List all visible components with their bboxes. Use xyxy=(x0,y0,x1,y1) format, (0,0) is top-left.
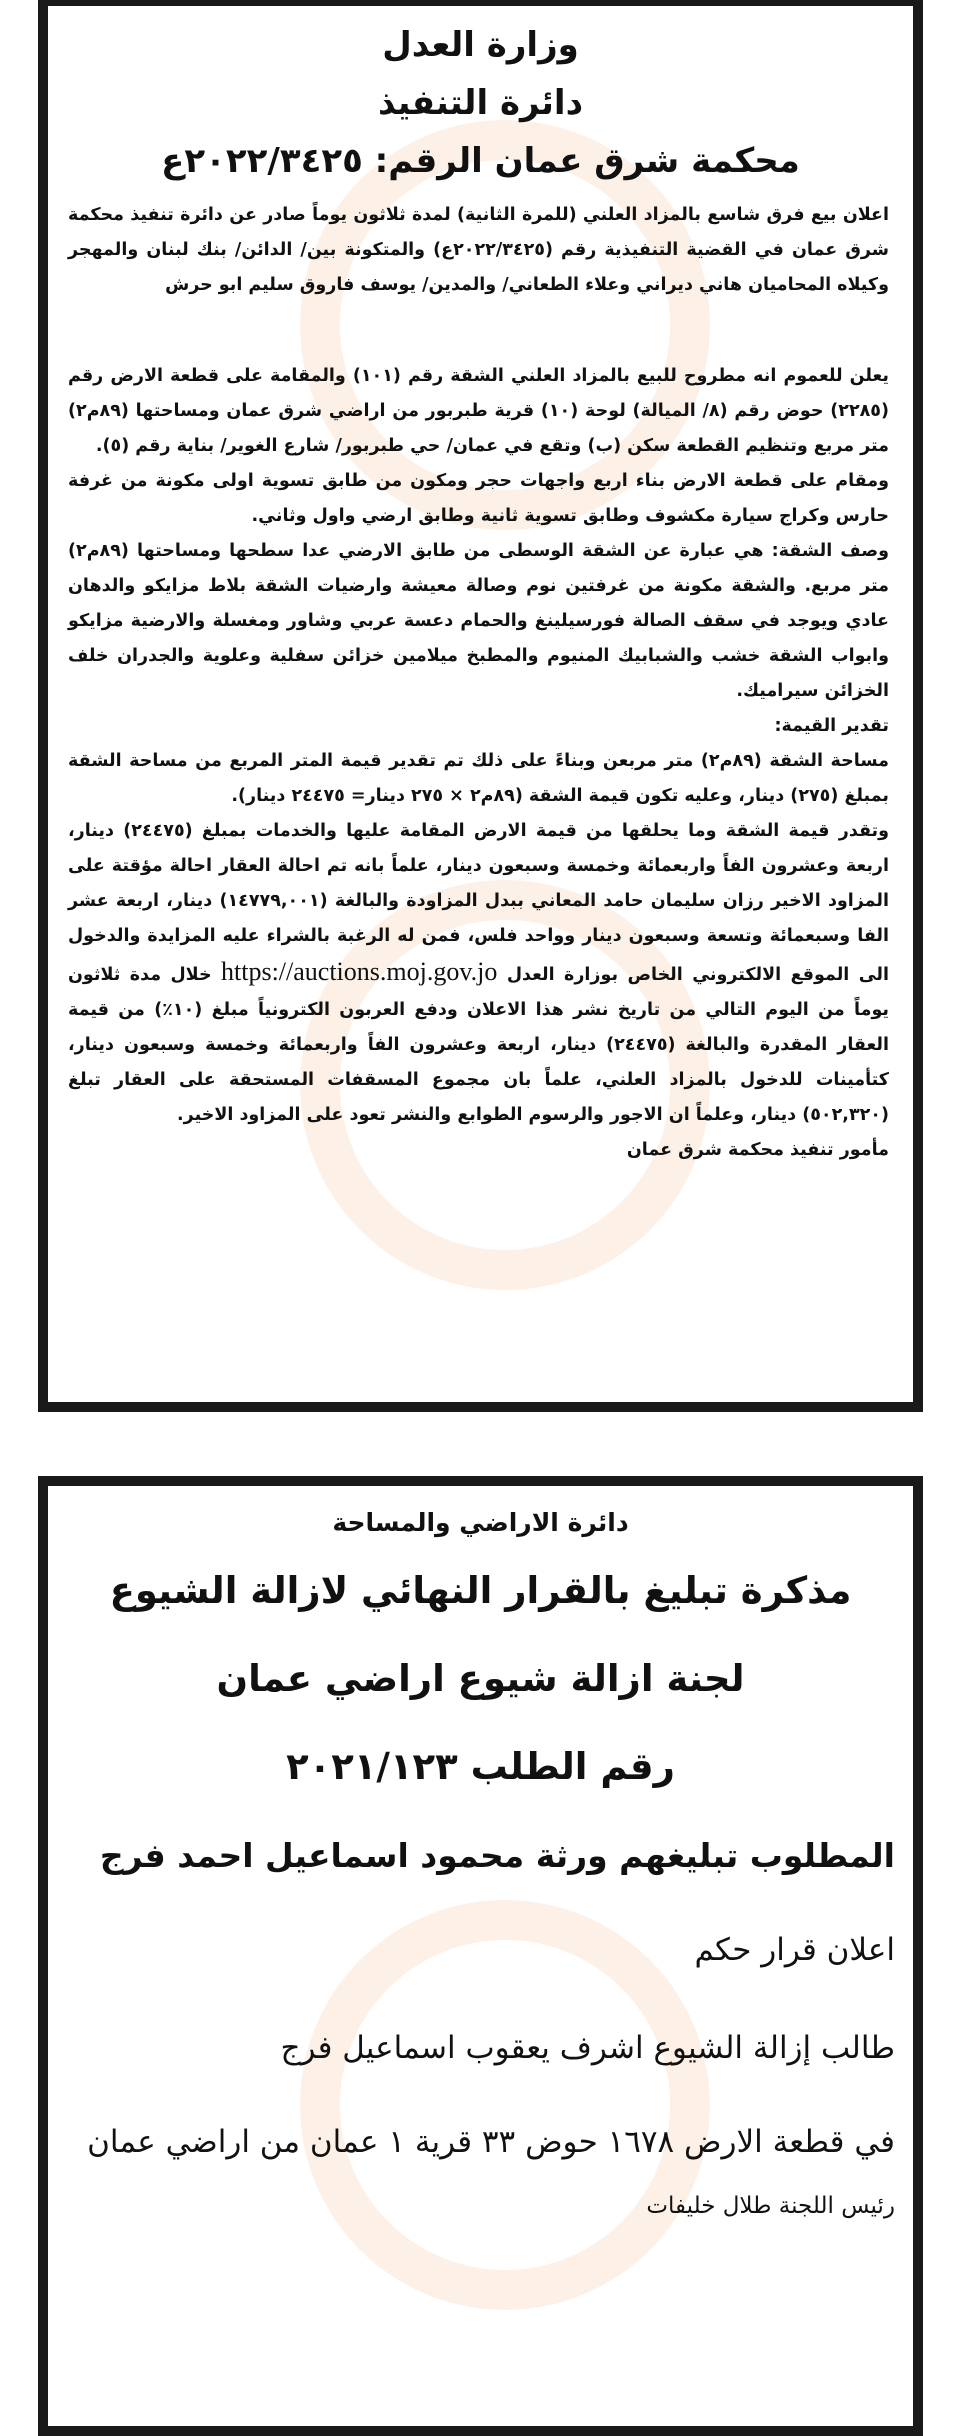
court-auction-notice xyxy=(38,0,923,1412)
land-notice xyxy=(38,1476,923,2436)
ministry-title: وزارة العدل xyxy=(382,25,579,65)
valuation-paragraph: مساحة الشقة (٨٩م٢) متر مربعن وبناءً على ذلك تم تقدير قيمة المتر المربع من مساحة الشقة بمبلغ (٢٧٥) دينار، وعليه تكون قيمة الشقة (٨٩م٢ × ٢٧٥ دينار= ٢٤٤٧٥ دينار). xyxy=(68,751,889,806)
required-parties: المطلوب تبليغهم ورثة محمود اسماعيل احمد فرج xyxy=(99,1836,895,1875)
auction-url-link[interactable]: https://auctions.moj.gov.jo xyxy=(221,957,498,986)
intro-paragraph: اعلان بيع فرق شاسع بالمزاد العلني (للمرة الثانية) لمدة ثلاثون يوماً صادر عن دائرة تنفيذ محكمة شرق عمان في القضية التنفيذية رقم (٢٠٢٢/٣٤٢٥ع) والمتكونة بين/ الدائن/ بنك لبنان والمهجر وكيلاه المحاميان هاني ديراني وعلاء الطعاني/ والمدين/ يوسف فاروق سليم ابو حرش xyxy=(68,205,890,295)
land-parcel-line: في قطعة الارض ١٦٧٨ حوض ٣٣ قرية ١ عمان من اراضي عمان xyxy=(87,2124,895,2160)
valuation-heading: تقدير القيمة: xyxy=(774,716,889,736)
decision-line: اعلان قرار حكم xyxy=(694,1932,895,1968)
terms-text-a: وتقدر قيمة الشقة وما يحلقها من قيمة الارض المقامة عليها والخدمات بمبلغ (٢٤٤٧٥) دينار، اربعة وعشرون الفاً واربعمائة وخمسة وسبعون دينار، علماً بانه تم احالة العقار احالة مؤقتة على المزاود الاخير رزان سليمان حامد المعاني ببدل المزاودة والبالغة (١٤٧٧٩,٠٠١) دينار، اربعة عشر الفا وسبعمائة وتسعة وسبعون دينار وواحد فلس، فمن له الرغبة بالشراء عليه المزايدة والدخول الى الموقع الالكتروني الخاص بوزارة العدل xyxy=(68,821,889,985)
department-title: دائرة التنفيذ xyxy=(377,83,584,123)
applicant-line: طالب إزالة الشيوع اشرف يعقوب اسماعيل فرج xyxy=(280,2030,895,2066)
notice-title: مذكرة تبليغ بالقرار النهائي لازالة الشيوع xyxy=(109,1569,852,1612)
building-paragraph: ومقام على قطعة الارض بناء اربع واجهات حجر ومكون من طابق تسوية اولى مكونة من غرفة حارس وكراج سيارة مكشوف وطابق تسوية ثانية وطابق ارضي واول وثاني. xyxy=(68,471,889,526)
request-number: رقم الطلب ٢٠٢١/١٢٣ xyxy=(286,1745,675,1788)
court-case-title: محكمة شرق عمان الرقم: ٢٠٢٢/٣٤٢٥ع xyxy=(161,141,800,181)
department-heading: دائرة الاراضي والمساحة xyxy=(332,1508,629,1537)
property-paragraph: يعلن للعموم انه مطروح للبيع بالمزاد العلني الشقة رقم (١٠١) والمقامة على قطعة الارض رقم (٢٢٨٥) حوض رقم (٨/ الميالة) لوحة (١٠) قرية طبربور من اراضي شرق عمان ومساحتها (٨٩م٢) متر مربع وتنظيم القطعة سكن (ب) وتقع في عمان/ حي طبربور/ شارع الغوير/ بناية رقم (٥). xyxy=(68,366,889,456)
description-paragraph: وصف الشقة: هي عبارة عن الشقة الوسطى من طابق الارضي عدا سطحها ومساحتها (٨٩م٢) متر مربع. والشقة مكونة من غرفتين نوم وصالة معيشة وارضيات الشقة بلاط مزايكو والدهان عادي ويوجد في سقف الصالة فورسيلينغ والحمام دعسة عربي وشاور ومغسلة والارضية مزايكو وابواب الشقة خشب والشبابيك المنيوم والمطبخ ميلامين خزائن سفلية وعلوية والجدران خلف الخزائن سيراميك. xyxy=(68,541,889,701)
committee-signature: رئيس اللجنة طلال خليفات xyxy=(646,2193,895,2219)
signature: مأمور تنفيذ محكمة شرق عمان xyxy=(626,1140,889,1160)
terms-paragraph xyxy=(68,814,889,1133)
terms-text-b: خلال مدة ثلاثون يوماً من اليوم التالي من تاريخ نشر هذا الاعلان ودفع العربون الكترونياً مبلغ (١٠٪) من قيمة العقار المقدرة والبالغة (٢٤٤٧٥) دينار، اربعة وعشرون الفاً واربعمائة وخمسة وسبعون دينار، كتأمينات للدخول بالمزاد العلني، علماً بان مجموع المسقفات المستحقة على العقار تبلغ (٥٠٢,٣٢٠) دينار، وعلماً ان الاجور والرسوم الطوابع والنشر تعود على المزاود الاخير. xyxy=(68,965,889,1125)
committee-title: لجنة ازالة شيوع اراضي عمان xyxy=(216,1657,745,1700)
